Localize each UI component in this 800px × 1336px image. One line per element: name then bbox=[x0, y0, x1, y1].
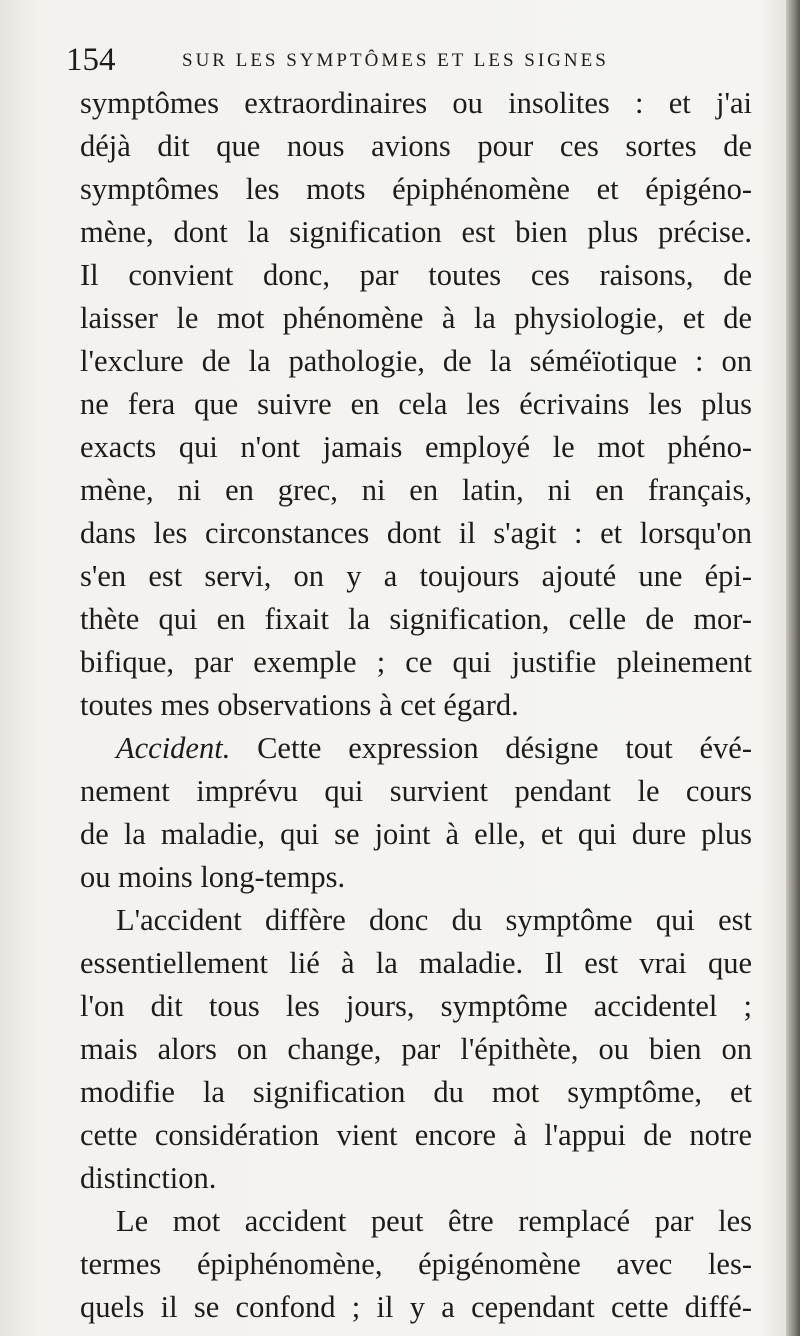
text-line: Le mot accident peut être remplacé par les bbox=[116, 1204, 752, 1238]
text-line: Il convient donc, par toutes ces raisons, de bbox=[80, 258, 752, 292]
text-line: symptômes extraordinaires ou insolites : et j'ai bbox=[80, 86, 752, 120]
text-line: mais alors on change, par l'épithète, ou bien on bbox=[80, 1032, 752, 1066]
page-edge-shadow bbox=[786, 0, 800, 1336]
text-line: laisser le mot phénomène à la physiologie, et de bbox=[80, 301, 752, 335]
page-number: 154 bbox=[66, 42, 116, 78]
text-line-rest: Cette expression désigne tout évé- bbox=[230, 731, 752, 765]
text-line: essentiellement lié à la maladie. Il est vrai que bbox=[80, 946, 752, 980]
text-line: mène, ni en grec, ni en latin, ni en français, bbox=[80, 473, 752, 507]
text-line: distinction. bbox=[80, 1161, 217, 1195]
text-line: symptômes les mots épiphénomène et épigéno- bbox=[80, 172, 752, 206]
text-line: bifique, par exemple ; ce qui justifie pleinement bbox=[80, 645, 752, 679]
section-rubric: Accident. bbox=[116, 731, 231, 765]
text-line: mène, dont la signification est bien plus précise. bbox=[80, 215, 752, 249]
text-line: L'accident diffère donc du symptôme qui est bbox=[116, 903, 752, 937]
text-line: quels il se confond ; il y a cependant cette diffé- bbox=[80, 1290, 752, 1324]
text-line: thète qui en fixait la signification, celle de mor- bbox=[80, 602, 752, 636]
text-line: nement imprévu qui survient pendant le cours bbox=[80, 774, 752, 808]
text-line: s'en est servi, on y a toujours ajouté une épi- bbox=[80, 559, 752, 593]
text-line: l'on dit tous les jours, symptôme accidentel ; bbox=[80, 989, 752, 1023]
text-line: modifie la signification du mot symptôme, et bbox=[80, 1075, 752, 1109]
text-line: ne fera que suivre en cela les écrivains les plus bbox=[80, 387, 752, 421]
text-line: déjà dit que nous avions pour ces sortes de bbox=[80, 129, 752, 163]
text-line: toutes mes observations à cet égard. bbox=[80, 688, 519, 722]
text-line: l'exclure de la pathologie, de la séméïotique : on bbox=[80, 344, 752, 378]
running-head: SUR LES SYMPTÔMES ET LES SIGNES bbox=[182, 50, 609, 71]
text-line: dans les circonstances dont il s'agit : et lorsqu'on bbox=[80, 516, 752, 550]
text-line: termes épiphénomène, épigénomène avec les- bbox=[80, 1247, 752, 1281]
text-line: ou moins long-temps. bbox=[80, 860, 346, 894]
page-header bbox=[66, 40, 756, 80]
text-line: cette considération vient encore à l'appui de notre bbox=[80, 1118, 752, 1152]
text-line: exacts qui n'ont jamais employé le mot phéno- bbox=[80, 430, 752, 464]
text-line bbox=[116, 727, 752, 770]
text-line: de la maladie, qui se joint à elle, et qui dure plus bbox=[80, 817, 752, 851]
